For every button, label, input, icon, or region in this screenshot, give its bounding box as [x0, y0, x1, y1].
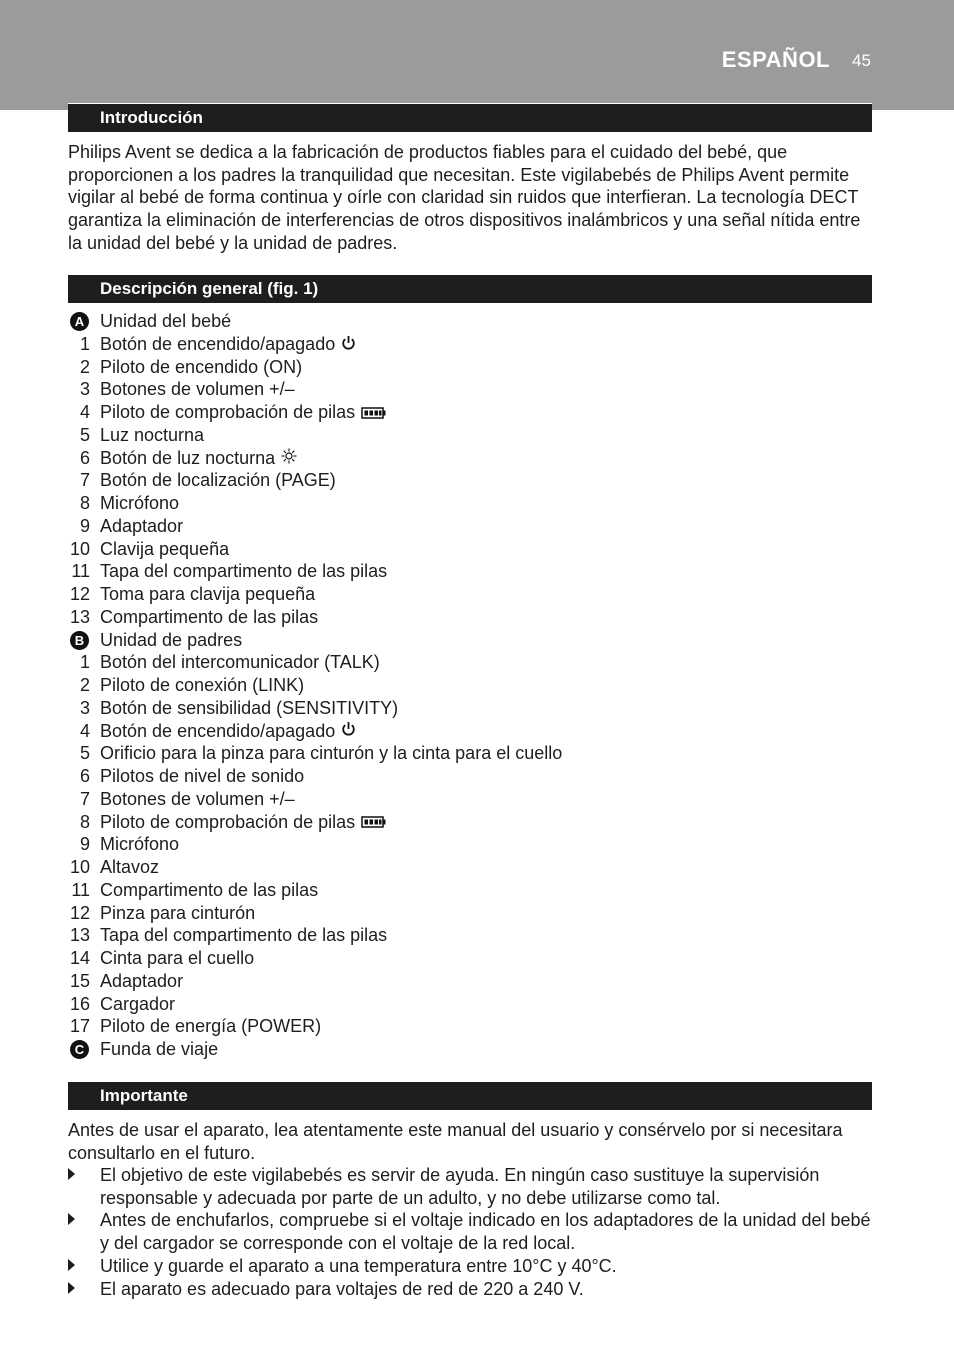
item-number: 6 — [79, 766, 90, 786]
item-number: 8 — [79, 811, 90, 832]
item-number: 1 — [79, 652, 90, 673]
item-text — [100, 879, 318, 902]
item-label: Compartimento de las pilas — [100, 606, 319, 627]
list-item — [68, 560, 872, 583]
item-text — [100, 924, 387, 947]
bullet-item — [68, 1209, 872, 1254]
list-item — [68, 879, 872, 902]
item-number: 4 — [79, 720, 90, 741]
item-text — [100, 742, 562, 765]
item-text — [100, 378, 295, 401]
item-label: Pinza para cinturón — [100, 902, 256, 923]
group-row-b — [68, 629, 872, 652]
list-item — [68, 697, 872, 720]
list-item — [68, 742, 872, 765]
item-text — [100, 811, 386, 835]
battery-icon — [361, 402, 386, 425]
list-item — [68, 856, 872, 879]
list-item — [68, 538, 872, 561]
list-item — [68, 378, 872, 401]
item-label: Tapa del compartimento de las pilas — [100, 925, 388, 946]
item-number: 4 — [79, 402, 90, 422]
item-text — [100, 492, 179, 515]
item-text — [100, 856, 159, 879]
item-number: 13 — [69, 606, 90, 627]
list-item — [68, 651, 872, 674]
item-label: Cinta para el cuello — [100, 948, 255, 968]
item-label: Piloto de conexión (LINK) — [100, 675, 305, 695]
intro-paragraph: Philips Avent se dedica a la fabricación de productos fiables para el cuidado del bebé, que proporcionen a los padres la tranquilidad que necesitan. Este vigilabebés de Philips Avent permite vigilar al bebé de forma continua y oírle con claridad sin ruidos que interfieran. La tecnología DECT garantiza la eliminación de interferencias de otros dispositivos inalámbricos y una señal nítida entre la unidad del bebé y la unidad de padres. — [68, 142, 861, 253]
item-label: Botones de volumen +/– — [100, 379, 295, 400]
item-number: 9 — [79, 834, 90, 855]
item-text — [100, 833, 179, 856]
group-row-a — [68, 310, 872, 333]
item-label: Tapa del compartimento de las pilas — [100, 561, 388, 582]
item-text — [100, 947, 254, 970]
list-item — [68, 947, 872, 970]
item-text — [100, 697, 398, 720]
section-header-overview — [68, 274, 872, 303]
bullet-text: El objetivo de este vigilabebés es servir de ayuda. En ningún caso sustituye la supervisión responsable y adecuada por parte de un adulto, y no debe utilizarse como tal. — [100, 1165, 820, 1208]
item-number: 15 — [69, 970, 90, 991]
list-item — [68, 333, 872, 356]
item-number: 10 — [69, 857, 90, 877]
item-label: Adaptador — [100, 515, 184, 536]
item-number: 17 — [69, 1016, 90, 1037]
item-number: 6 — [79, 447, 90, 468]
item-number: 8 — [79, 493, 90, 513]
list-item — [68, 788, 872, 811]
bullet-arrow-icon — [68, 1259, 75, 1271]
item-text — [100, 469, 336, 492]
group-letter-badge: A — [70, 312, 89, 331]
list-item — [68, 492, 872, 515]
language-label: ESPAÑOL — [721, 47, 830, 72]
power-icon — [341, 334, 356, 357]
list-item — [68, 970, 872, 993]
section-header-intro — [68, 103, 872, 132]
battery-icon — [361, 811, 386, 834]
item-label: Luz nocturna — [100, 424, 205, 445]
item-text — [100, 651, 380, 674]
list-item — [68, 674, 872, 697]
list-item — [68, 401, 872, 424]
group-label: Unidad del bebé — [100, 311, 232, 331]
bullet-text: Antes de enchufarlos, compruebe si el voltaje indicado en los adaptadores de la unidad del bebé y del cargador se corresponde con el voltaje de la red local. — [100, 1210, 871, 1254]
list-item — [68, 902, 872, 925]
item-label: Micrófono — [100, 834, 180, 855]
item-label: Micrófono — [100, 493, 180, 513]
list-item — [68, 447, 872, 470]
list-item — [68, 606, 872, 629]
item-number: 11 — [71, 561, 90, 582]
item-number: 10 — [69, 538, 90, 559]
item-label: Botón de localización (PAGE) — [100, 470, 336, 491]
list-item — [68, 424, 872, 447]
item-text — [100, 674, 304, 697]
item-label: Botones de volumen +/– — [100, 788, 295, 809]
list-item — [68, 469, 872, 492]
group-letter-badge: B — [70, 631, 89, 650]
item-text — [100, 515, 183, 538]
item-text — [100, 765, 304, 788]
list-item — [68, 811, 872, 834]
item-label: Botón de luz nocturna — [100, 447, 276, 468]
item-number: 14 — [69, 948, 90, 968]
list-item — [68, 833, 872, 856]
item-number: 9 — [79, 515, 90, 536]
item-label: Compartimento de las pilas — [100, 879, 319, 900]
list-item — [68, 1015, 872, 1038]
item-text — [100, 606, 318, 629]
item-number: 11 — [71, 879, 90, 900]
item-number: 5 — [79, 424, 90, 445]
list-item — [68, 583, 872, 606]
section-title-overview: Descripción general (fig. 1) — [100, 279, 319, 298]
list-item — [68, 993, 872, 1016]
item-number: 7 — [79, 788, 90, 809]
item-number: 2 — [79, 675, 90, 695]
item-number: 12 — [69, 902, 90, 923]
item-number: 3 — [79, 379, 90, 400]
item-label: Botón de sensibilidad (SENSITIVITY) — [100, 697, 399, 718]
item-label: Orificio para la pinza para cinturón y la cinta para el cuello — [100, 743, 563, 764]
item-text — [100, 788, 295, 811]
important-paragraph: Antes de usar el aparato, lea atentamente este manual del usuario y consérvelo por si necesitara consultarlo en el futuro. — [68, 1120, 843, 1163]
item-label: Piloto de comprobación de pilas — [100, 811, 356, 832]
bullet-arrow-icon — [68, 1282, 75, 1294]
section-header-important — [68, 1081, 872, 1110]
group-label: Unidad de padres — [100, 629, 243, 650]
item-number: 1 — [79, 333, 90, 354]
bullet-arrow-icon — [68, 1168, 75, 1180]
important-bullet-list — [68, 1164, 872, 1300]
item-label: Clavija pequeña — [100, 538, 230, 559]
item-number: 2 — [79, 356, 90, 377]
group-label: Funda de viaje — [100, 1039, 219, 1059]
section-title-intro: Introducción — [100, 108, 203, 127]
bullet-arrow-icon — [68, 1213, 75, 1225]
group-row-c — [68, 1038, 872, 1061]
item-text — [100, 424, 204, 447]
item-number: 16 — [69, 993, 90, 1014]
item-number: 13 — [69, 925, 90, 946]
item-text — [100, 356, 302, 379]
header-band — [0, 0, 954, 110]
item-label: Cargador — [100, 993, 176, 1014]
item-number: 3 — [79, 697, 90, 718]
item-number: 7 — [79, 470, 90, 491]
item-label: Piloto de comprobación de pilas — [100, 402, 356, 422]
page-number: 45 — [852, 51, 871, 70]
overview-list — [68, 310, 872, 1061]
item-label: Piloto de energía (POWER) — [100, 1016, 322, 1037]
group-letter-badge: C — [70, 1040, 89, 1059]
item-text — [100, 401, 386, 425]
nightlight-icon — [281, 447, 297, 470]
item-label: Adaptador — [100, 970, 184, 991]
item-text — [100, 538, 229, 561]
list-item — [68, 720, 872, 743]
power-icon — [341, 720, 356, 743]
item-label: Piloto de encendido (ON) — [100, 356, 303, 377]
bullet-item — [68, 1255, 872, 1278]
item-text — [100, 970, 183, 993]
item-text — [100, 720, 356, 744]
item-text — [100, 902, 255, 925]
bullet-item — [68, 1278, 872, 1301]
bullet-text: El aparato es adecuado para voltajes de red de 220 a 240 V. — [100, 1278, 584, 1299]
item-label: Altavoz — [100, 857, 160, 877]
item-text — [100, 993, 175, 1016]
item-text — [100, 560, 387, 583]
item-text — [100, 333, 356, 357]
item-number: 5 — [79, 743, 90, 764]
section-title-important: Importante — [100, 1086, 188, 1105]
item-label: Toma para clavija pequeña — [100, 584, 316, 604]
item-text — [100, 583, 315, 606]
bullet-item — [68, 1164, 872, 1209]
list-item — [68, 515, 872, 538]
item-label: Botón de encendido/apagado — [100, 720, 336, 741]
item-number: 12 — [69, 584, 90, 604]
list-item — [68, 356, 872, 379]
item-label: Pilotos de nivel de sonido — [100, 766, 305, 786]
item-label: Botón del intercomunicador (TALK) — [100, 652, 380, 673]
item-text — [100, 1015, 321, 1038]
bullet-text: Utilice y guarde el aparato a una temperatura entre 10°C y 40°C. — [100, 1255, 617, 1276]
list-item — [68, 924, 872, 947]
item-label: Botón de encendido/apagado — [100, 333, 336, 354]
list-item — [68, 765, 872, 788]
item-text — [100, 447, 297, 471]
